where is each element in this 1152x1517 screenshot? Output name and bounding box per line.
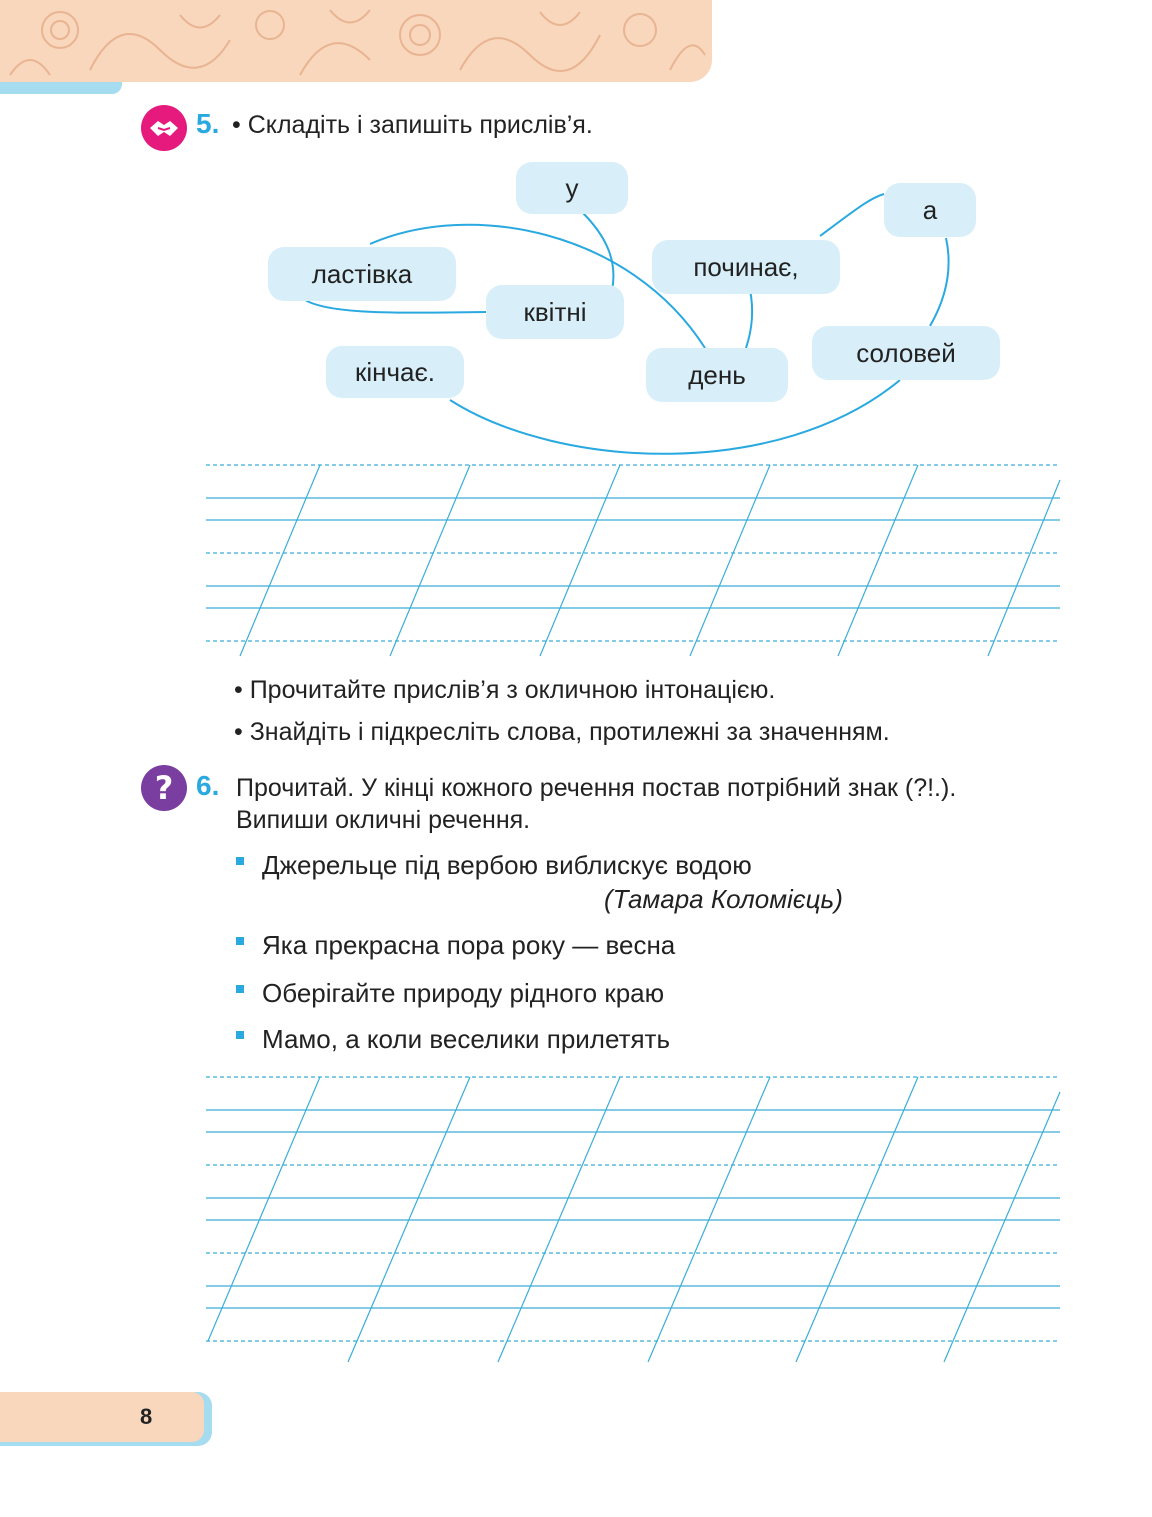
page-number: 8: [140, 1404, 153, 1429]
svg-text:?: ?: [154, 769, 174, 807]
task-6-item-text: Мамо, а коли веселики прилетять: [262, 1024, 671, 1054]
word-bubble-kinchaie: кінчає.: [326, 346, 464, 398]
quote-author: (Тамара Коломієць): [604, 884, 843, 914]
task-6-item-text: Яка прекрасна пора року — весна: [262, 930, 676, 960]
word-bubble-solovei: соловей: [812, 326, 1000, 380]
word-bubble-den: день: [646, 348, 788, 402]
word-bubble-a: а: [884, 183, 976, 237]
task-5-instruction: • Складіть і запишіть прислів’я.: [232, 111, 593, 139]
task-6-instruction-line-1: Прочитай. У кінці кожного речення постав потрібний знак (?!.).: [236, 774, 957, 802]
task-5-number: 5.: [196, 108, 220, 139]
word-bubble-pochynaie: починає,: [652, 240, 840, 294]
task-6-instruction-line-2: Випиши окличні речення.: [236, 806, 531, 834]
task-5-bullet-1: • Прочитайте прислів’я з окличною інтонацією.: [234, 676, 776, 704]
page-number-tab: [0, 1392, 204, 1442]
task-6-number: 6.: [196, 770, 220, 801]
word-bubble-lastivka: ластівка: [268, 247, 456, 301]
word-bubble-u: у: [516, 162, 628, 214]
task-6-item-text: Оберігайте природу рідного краю: [262, 978, 665, 1008]
task-5-bullet-2: • Знайдіть і підкресліть слова, протилежні за значенням.: [234, 718, 890, 746]
word-bubble-kvitni: квітні: [486, 285, 624, 339]
task-6-item-text: Джерельце під вербою виблискує водою: [262, 850, 752, 880]
